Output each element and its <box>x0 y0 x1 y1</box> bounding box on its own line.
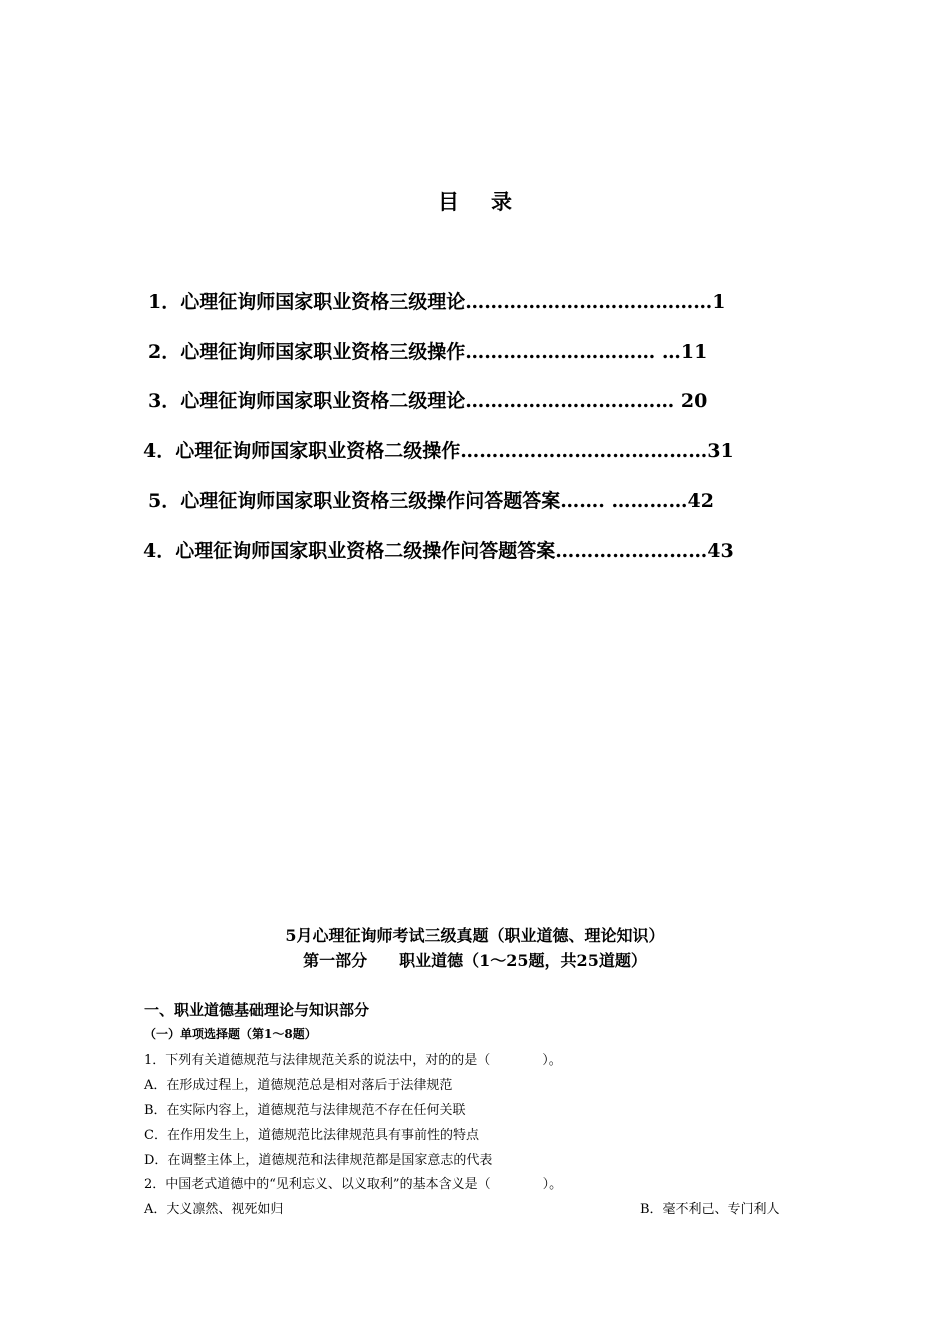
option-a: A．大义凛然、视死如归 <box>144 1202 284 1217</box>
toc-entry-label: 4．心理征询师国家职业资格二级操作 <box>143 440 461 462</box>
toc-entry-page: 31 <box>707 440 734 462</box>
option-d: D．在调整主体上，道德规范和法律规范都是国家意志的代表 <box>144 1153 493 1168</box>
toc-entry-leader: …………………… <box>555 540 708 562</box>
toc-title: 目录 <box>438 189 544 214</box>
toc-entry-label: 2．心理征询师国家职业资格三级操作 <box>148 341 466 363</box>
toc-entry-leader: ………………………………… <box>465 291 713 313</box>
option-b: B．在实际内容上，道德规范与法律规范不存在任何关联 <box>144 1103 466 1118</box>
toc-entry-page: 1 <box>712 291 726 313</box>
toc-entry-label: 4．心理征询师国家职业资格二级操作问答题答案 <box>143 540 556 562</box>
toc-entry-leader: …………………………… <box>465 390 681 412</box>
toc-entry-label: 1．心理征询师国家职业资格三级理论 <box>148 291 466 313</box>
toc-entry-page: 42 <box>687 490 714 512</box>
exam-subtitle: 第一部分 职业道德（1～25题，共25道题） <box>303 951 647 970</box>
toc-entry[interactable] <box>148 389 707 413</box>
toc-entry-page: 43 <box>707 540 734 562</box>
toc-entry[interactable] <box>148 340 707 364</box>
toc-entry-page: 20 <box>680 390 708 412</box>
toc-entry-label: 3．心理征询师国家职业资格二级理论 <box>148 390 466 412</box>
question-stem: 2．中国老式道德中的“见利忘义、以义取利”的基本含义是（ ）。 <box>144 1177 563 1192</box>
option-a: A．在形成过程上，道德规范总是相对落后于法律规范 <box>144 1078 453 1093</box>
toc-entry-leader: ………………………………… <box>460 440 708 462</box>
toc-entry-leader: ……. ………… <box>560 490 688 512</box>
toc-entry[interactable] <box>148 290 725 314</box>
toc-entry[interactable] <box>143 539 734 563</box>
subsection-heading: （一）单项选择题（第1～8题） <box>144 1027 317 1041</box>
option-c: C．在作用发生上，道德规范比法律规范具有事前性的特点 <box>144 1128 479 1143</box>
toc-entry-page: 11 <box>680 341 708 363</box>
toc-entry-label: 5．心理征询师国家职业资格三级操作问答题答案 <box>148 490 561 512</box>
toc-entry[interactable] <box>148 489 714 513</box>
question-stem: 1．下列有关道德规范与法律规范关系的说法中，对的的是（ ）。 <box>144 1053 562 1068</box>
section-heading: 一、职业道德基础理论与知识部分 <box>144 1001 370 1019</box>
toc-entry[interactable] <box>143 439 734 463</box>
option-b: B．毫不利己、专门利人 <box>640 1202 780 1217</box>
toc-entry-leader: ………………………… … <box>465 341 681 363</box>
exam-title: 5月心理征询师考试三级真题（职业道德、理论知识） <box>285 926 665 945</box>
